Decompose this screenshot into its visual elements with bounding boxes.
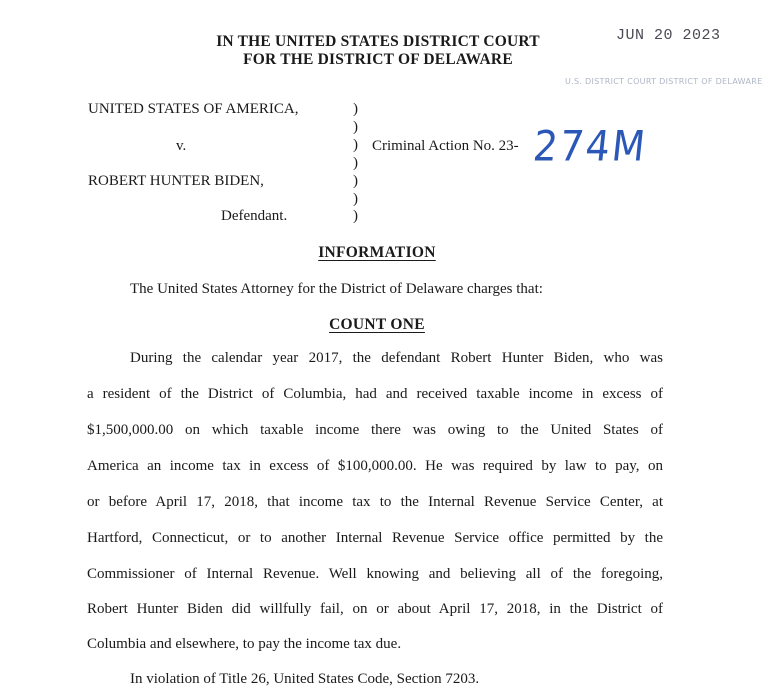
count-line: a resident of the District of Columbia, had and received taxable income in excess of (87, 386, 663, 402)
court-heading-line1: IN THE UNITED STATES DISTRICT COURT (216, 33, 540, 50)
count-line: Robert Hunter Biden did willfully fail, on or about April 17, 2018, in the District of (87, 601, 663, 617)
caption-defendant-role: Defendant. (221, 208, 288, 224)
count-line: or before April 17, 2018, that income tax to the Internal Revenue Service Center, at (87, 494, 663, 510)
caption-plaintiff: UNITED STATES OF AMERICA, (88, 101, 299, 117)
court-heading-line2: FOR THE DISTRICT OF DELAWARE (243, 51, 513, 68)
count-line: During the calendar year 2017, the defendant Robert Hunter Biden, who was (130, 350, 663, 366)
caption-paren: ) (353, 173, 358, 189)
document-title: INFORMATION (318, 244, 436, 261)
count-line: Hartford, Connecticut, or to another Internal Revenue Service office permitted by the (87, 530, 663, 546)
caption-paren: ) (353, 101, 358, 117)
count-title: COUNT ONE (329, 316, 425, 333)
caption-paren: ) (353, 155, 358, 171)
count-line: America an income tax in excess of $100,000.00. He was required by law to pay, on (87, 458, 663, 474)
caption-paren: ) (353, 137, 358, 153)
intro-paragraph: The United States Attorney for the District of Delaware charges that: (130, 281, 543, 297)
filing-stamp-date: JUN 20 2023 (616, 27, 721, 44)
caption-defendant-name: ROBERT HUNTER BIDEN, (88, 173, 264, 189)
caption-versus: v. (176, 138, 187, 154)
count-line: Commissioner of Internal Revenue. Well knowing and believing all of the foregoing, (87, 566, 663, 582)
count-line: Columbia and elsewhere, to pay the income tax due. (87, 636, 402, 652)
criminal-action-label: Criminal Action No. 23- (372, 138, 519, 154)
caption-paren: ) (353, 119, 358, 135)
caption-paren: ) (353, 191, 358, 207)
count-line: $1,500,000.00 on which taxable income there was owing to the United States of (87, 422, 663, 438)
violation-statement: In violation of Title 26, United States Code, Section 7203. (130, 671, 480, 687)
filing-stamp-court: U.S. DISTRICT COURT DISTRICT OF DELAWARE (565, 77, 763, 86)
handwritten-case-number: 274M (530, 122, 650, 171)
caption-paren: ) (353, 208, 358, 224)
